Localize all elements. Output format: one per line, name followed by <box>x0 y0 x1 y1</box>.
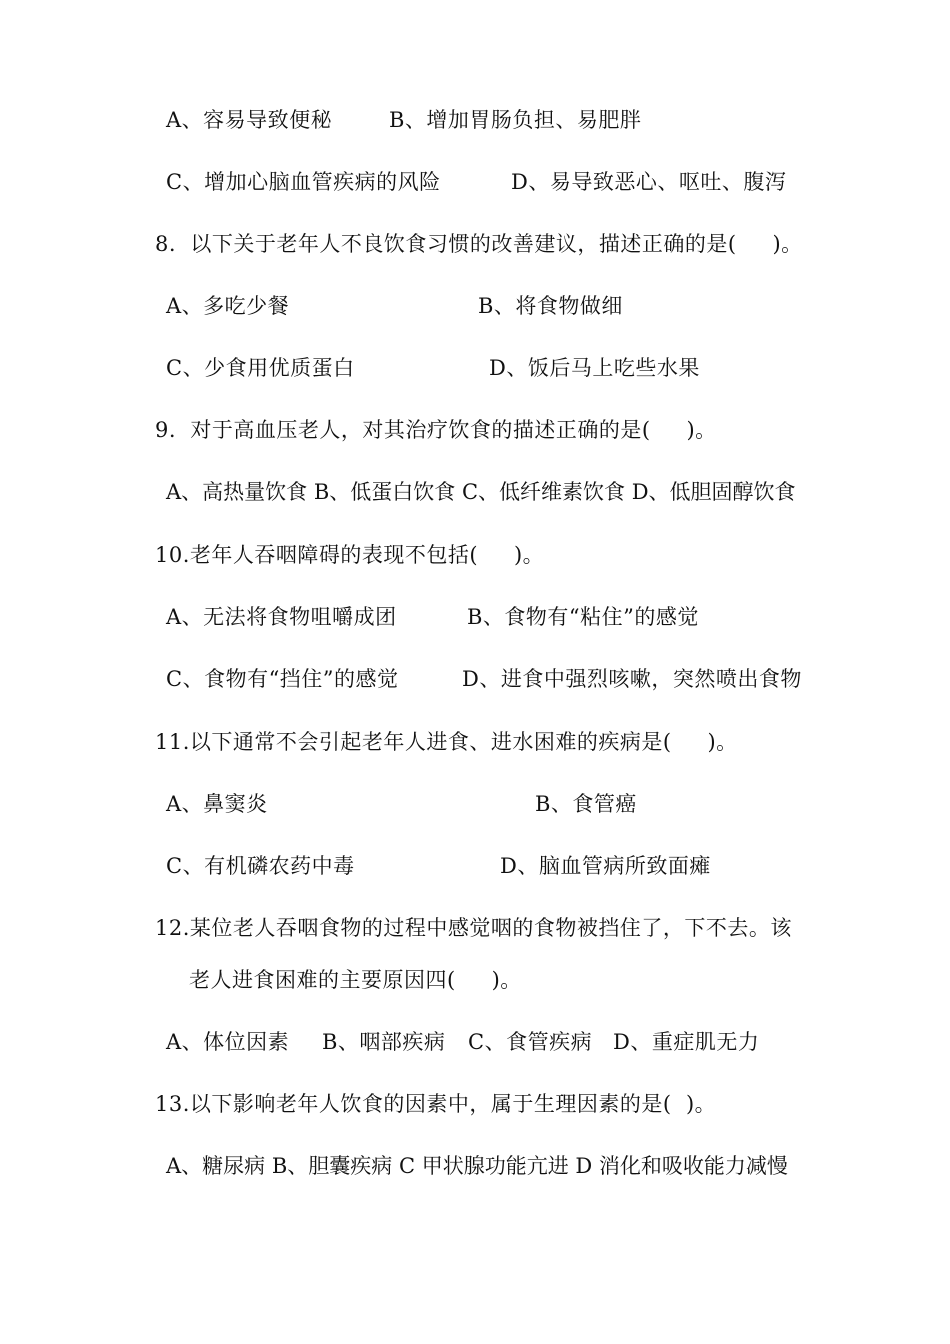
q10-stem: 10.老年人吞咽障碍的表现不包括( )。 <box>155 543 545 567</box>
q12-option-a: A、体位因素 <box>166 1030 290 1054</box>
q9-options: A、高热量饮食 B、低蛋白饮食 C、低纤维素饮食 D、低胆固醇饮食 <box>166 480 796 504</box>
q7-option-b: B、增加胃肠负担、易肥胖 <box>389 108 642 132</box>
q7-option-c: C、增加心脑血管疾病的风险 <box>166 170 441 194</box>
q13-options: A、糖尿病 B、胆囊疾病 C 甲状腺功能亢进 D 消化和吸收能力减慢 <box>166 1154 788 1178</box>
q8-option-c: C、少食用优质蛋白 <box>166 356 355 380</box>
q11-option-b: B、食管癌 <box>535 792 637 816</box>
q11-option-d: D、脑血管病所致面瘫 <box>500 854 711 878</box>
q12-option-b: B、咽部疾病 <box>322 1030 446 1054</box>
q8-option-d: D、饭后马上吃些水果 <box>489 356 700 380</box>
q8-option-b: B、将食物做细 <box>478 294 623 318</box>
q12-option-d: D、重症肌无力 <box>613 1030 760 1054</box>
q11-option-a: A、鼻窦炎 <box>166 792 268 816</box>
q7-option-a: A、容易导致便秘 <box>166 108 333 132</box>
q7-option-d: D、易导致恶心、呕吐、腹泻 <box>511 170 787 194</box>
q10-option-d: D、进食中强烈咳嗽，突然喷出食物 <box>462 667 802 691</box>
q8-stem: 8. 以下关于老年人不良饮食习惯的改善建议，描述正确的是( )。 <box>155 232 803 256</box>
q10-option-b: B、食物有“粘住”的感觉 <box>467 605 699 629</box>
q12-option-c: C、食管疾病 <box>468 1030 593 1054</box>
q11-stem: 11.以下通常不会引起老年人进食、进水困难的疾病是( )。 <box>155 730 738 754</box>
q8-option-a: A、多吃少餐 <box>166 294 290 318</box>
q9-stem: 9. 对于高血压老人，对其治疗饮食的描述正确的是( )。 <box>155 418 717 442</box>
q12-stem-line2: 老人进食困难的主要原因四( )。 <box>189 968 522 992</box>
q11-option-c: C、有机磷农药中毒 <box>166 854 355 878</box>
q12-stem-line1: 12.某位老人吞咽食物的过程中感觉咽的食物被挡住了，下不去。该 <box>155 916 792 940</box>
q10-option-a: A、无法将食物咀嚼成团 <box>166 605 397 629</box>
q13-stem: 13.以下影响老年人饮食的因素中，属于生理因素的是( )。 <box>155 1092 717 1116</box>
q10-option-c: C、食物有“挡住”的感觉 <box>166 667 399 691</box>
